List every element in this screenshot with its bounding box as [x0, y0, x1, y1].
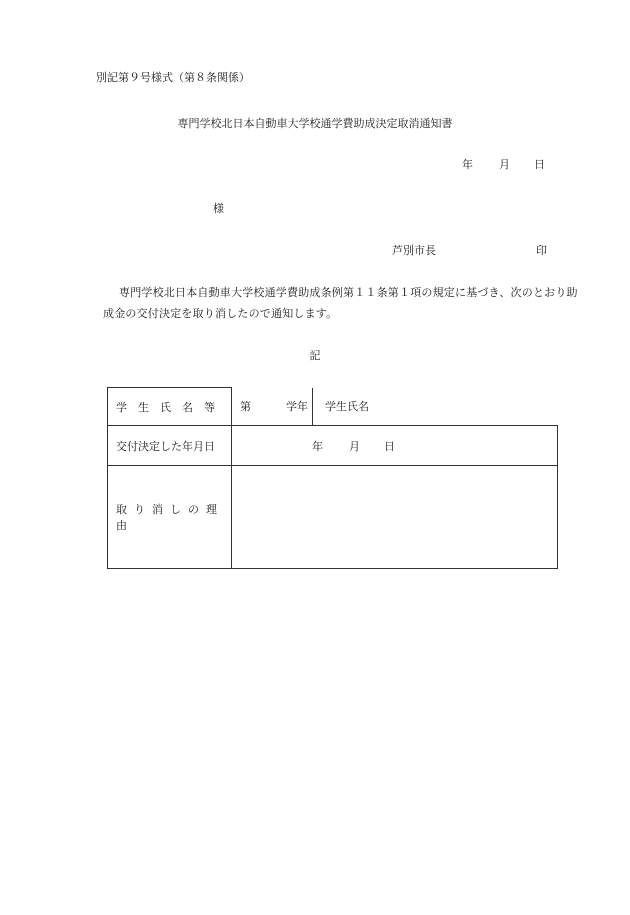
- document-title: 専門学校北日本自動車大学校通学費助成決定取消通知書: [177, 117, 453, 130]
- row2-month: 月: [349, 439, 360, 453]
- grade-cell: [232, 388, 313, 425]
- table-row: [108, 388, 558, 426]
- table-row: [108, 466, 558, 569]
- date-day: 日: [534, 158, 545, 171]
- form-number: 別記第９号様式（第８条関係）: [96, 71, 250, 84]
- ki-heading: 記: [309, 349, 321, 362]
- row-label-student: 学生氏名等: [108, 388, 232, 426]
- row2-day: 日: [384, 439, 395, 453]
- date-month: 月: [499, 158, 510, 171]
- row-label-date: 交付決定した年月日: [108, 426, 232, 466]
- reason-cell: [232, 466, 558, 569]
- table-row: [108, 426, 558, 466]
- grade-dai: 第: [240, 400, 251, 414]
- issuer-name: 芦別市長: [392, 244, 436, 257]
- row-label-reason: 取り消しの理由: [108, 466, 232, 569]
- date-year: 年: [462, 158, 473, 171]
- date-line: [462, 156, 545, 172]
- grade-label: 学年: [286, 400, 308, 414]
- decision-date-cell: [232, 426, 558, 466]
- row2-year: 年: [312, 439, 323, 453]
- seal-mark: 印: [536, 244, 547, 257]
- body-paragraph: 専門学校北日本自動車大学校通学費助成条例第１１条第１項の規定に基づき、次のとおり助成金の交付決定を取り消したので通知します。: [103, 286, 578, 320]
- notice-table: [107, 387, 558, 569]
- addressee-suffix: 様: [213, 202, 224, 215]
- student-name-label: 学生氏名: [325, 400, 369, 414]
- student-info-cell: [232, 388, 558, 426]
